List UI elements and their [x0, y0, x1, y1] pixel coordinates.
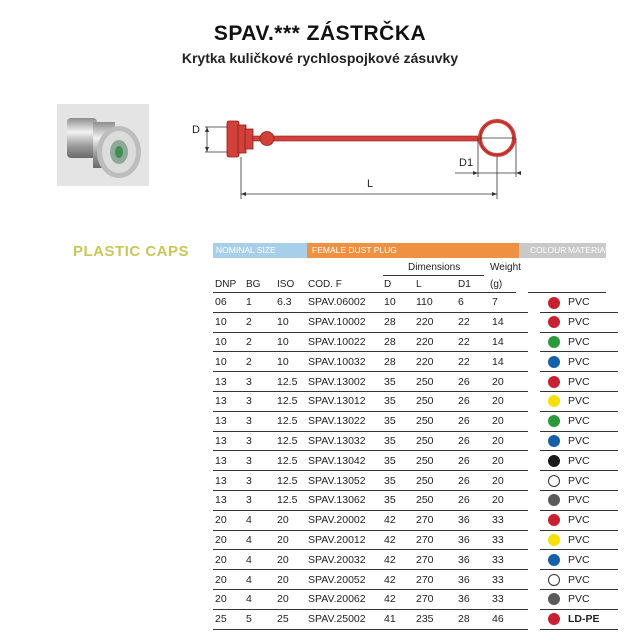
cell-d1: 26	[458, 490, 492, 510]
cell-colour	[540, 391, 568, 411]
material-label: MATERIAL	[568, 245, 610, 255]
cell-w: 20	[492, 411, 528, 431]
cell-cod: SPAV.13022	[308, 411, 384, 431]
cell-cod: SPAV.06002	[308, 293, 384, 312]
table-row	[213, 431, 618, 451]
cell-cod: SPAV.25002	[308, 609, 384, 629]
cell-material: PVC	[568, 431, 618, 451]
cell-gap	[528, 570, 540, 590]
cell-bg: 4	[246, 570, 277, 590]
cell-d: 28	[384, 312, 416, 332]
cell-cod: SPAV.13052	[308, 471, 384, 491]
cell-bg: 3	[246, 372, 277, 392]
cell-material: PVC	[568, 312, 618, 332]
cell-cod: SPAV.13042	[308, 451, 384, 471]
cell-bg: 3	[246, 411, 277, 431]
cell-d1: 28	[458, 609, 492, 629]
cell-d: 35	[384, 471, 416, 491]
table-row	[213, 550, 618, 570]
col-cod: COD. F	[308, 279, 342, 290]
col-weight-unit: (g)	[490, 279, 503, 290]
cell-w: 33	[492, 530, 528, 550]
cell-d1: 22	[458, 332, 492, 352]
cell-colour	[540, 411, 568, 431]
cell-material: PVC	[568, 411, 618, 431]
cell-w: 33	[492, 570, 528, 590]
cell-iso: 12.5	[277, 451, 308, 471]
cell-cod: SPAV.20032	[308, 550, 384, 570]
cell-material: PVC	[568, 451, 618, 471]
cell-cod: SPAV.10002	[308, 312, 384, 332]
table-row	[213, 471, 618, 491]
cell-bg: 1	[246, 293, 277, 312]
cell-iso: 20	[277, 570, 308, 590]
table-row	[213, 570, 618, 590]
cell-d: 35	[384, 372, 416, 392]
table-row	[213, 293, 618, 312]
cell-w: 14	[492, 352, 528, 372]
cell-material: PVC	[568, 293, 618, 312]
cell-iso: 20	[277, 510, 308, 530]
colour-swatch	[548, 336, 560, 348]
cell-d1: 36	[458, 550, 492, 570]
cell-d: 35	[384, 451, 416, 471]
cell-d: 42	[384, 510, 416, 530]
cell-d: 41	[384, 609, 416, 629]
dim-d-label: D	[192, 124, 200, 136]
cell-d: 35	[384, 490, 416, 510]
dimensions-group-header: Dimensions	[408, 262, 461, 273]
cell-d: 42	[384, 530, 416, 550]
cell-dnp: 10	[213, 312, 246, 332]
cell-d1: 26	[458, 391, 492, 411]
cell-cod: SPAV.13032	[308, 431, 384, 451]
cell-dnp: 20	[213, 589, 246, 609]
table-row	[213, 609, 618, 629]
cell-w: 33	[492, 510, 528, 530]
cell-gap	[528, 510, 540, 530]
cell-iso: 12.5	[277, 372, 308, 392]
table-row	[213, 332, 618, 352]
cell-dnp: 20	[213, 570, 246, 590]
colour-swatch	[548, 613, 560, 625]
cell-colour	[540, 510, 568, 530]
cell-w: 14	[492, 332, 528, 352]
cell-d: 42	[384, 589, 416, 609]
cell-colour	[540, 332, 568, 352]
cell-d1: 26	[458, 372, 492, 392]
cell-bg: 2	[246, 332, 277, 352]
cell-gap	[528, 451, 540, 471]
cell-d: 42	[384, 550, 416, 570]
cell-iso: 20	[277, 589, 308, 609]
cell-l: 270	[416, 530, 458, 550]
cell-cod: SPAV.10032	[308, 352, 384, 372]
col-dnp: DNP	[215, 279, 237, 290]
cell-d: 28	[384, 352, 416, 372]
cell-d: 35	[384, 431, 416, 451]
col-bg: BG	[246, 279, 261, 290]
cell-dnp: 13	[213, 391, 246, 411]
cell-material: PVC	[568, 391, 618, 411]
female-dust-plug-label: FEMALE DUST PLUG	[312, 245, 397, 255]
cell-gap	[528, 391, 540, 411]
cell-l: 250	[416, 471, 458, 491]
col-iso: ISO	[277, 279, 295, 290]
colour-swatch	[548, 415, 560, 427]
colour-swatch	[548, 475, 560, 487]
cell-cod: SPAV.20052	[308, 570, 384, 590]
cell-dnp: 10	[213, 332, 246, 352]
colour-swatch	[548, 534, 560, 546]
cell-w: 20	[492, 372, 528, 392]
cell-bg: 4	[246, 589, 277, 609]
cell-colour	[540, 471, 568, 491]
cell-w: 46	[492, 609, 528, 629]
cell-colour	[540, 530, 568, 550]
cell-d1: 36	[458, 589, 492, 609]
cell-dnp: 10	[213, 352, 246, 372]
page-subtitle: Krytka kuličkové rychlospojkové zásuvky	[181, 50, 459, 66]
col-l: L	[416, 279, 422, 290]
cell-l: 110	[416, 293, 458, 312]
table-row	[213, 530, 618, 550]
dimensions-underline	[383, 275, 484, 276]
cell-d: 35	[384, 411, 416, 431]
cell-gap	[528, 332, 540, 352]
nominal-size-label: NOMINAL SIZE	[216, 245, 276, 255]
cell-l: 270	[416, 589, 458, 609]
cell-material: PVC	[568, 530, 618, 550]
cell-gap	[528, 372, 540, 392]
cell-l: 235	[416, 609, 458, 629]
cell-colour	[540, 451, 568, 471]
cell-w: 14	[492, 312, 528, 332]
cell-d: 35	[384, 391, 416, 411]
colour-swatch	[548, 297, 560, 309]
cell-material: PVC	[568, 550, 618, 570]
cell-w: 20	[492, 391, 528, 411]
cell-l: 250	[416, 451, 458, 471]
weight-group-header: Weight	[490, 262, 521, 273]
table-row	[213, 510, 618, 530]
table-row	[213, 312, 618, 332]
cell-cod: SPAV.20012	[308, 530, 384, 550]
table-row	[213, 372, 618, 392]
cell-material: PVC	[568, 510, 618, 530]
cell-d: 10	[384, 293, 416, 312]
page-title: SPAV.*** ZÁSTRČKA	[213, 22, 427, 45]
cell-l: 220	[416, 332, 458, 352]
table-row	[213, 589, 618, 609]
coupling-photo	[57, 104, 149, 186]
cell-gap	[528, 411, 540, 431]
cell-iso: 12.5	[277, 431, 308, 451]
cell-dnp: 13	[213, 411, 246, 431]
cell-dnp: 06	[213, 293, 246, 312]
cell-gap	[528, 550, 540, 570]
colour-swatch	[548, 455, 560, 467]
cell-material: PVC	[568, 471, 618, 491]
colour-swatch	[548, 494, 560, 506]
cell-bg: 4	[246, 530, 277, 550]
cell-w: 20	[492, 490, 528, 510]
colour-swatch	[548, 593, 560, 605]
cell-d1: 26	[458, 471, 492, 491]
cell-iso: 12.5	[277, 471, 308, 491]
cell-material: PVC	[568, 589, 618, 609]
table-row	[213, 391, 618, 411]
cell-l: 270	[416, 550, 458, 570]
colour-swatch	[548, 395, 560, 407]
cell-colour	[540, 490, 568, 510]
colour-swatch	[548, 356, 560, 368]
cell-bg: 3	[246, 431, 277, 451]
cell-dnp: 13	[213, 471, 246, 491]
cell-d1: 22	[458, 352, 492, 372]
colour-swatch	[548, 574, 560, 586]
table-row	[213, 490, 618, 510]
cell-cod: SPAV.13012	[308, 391, 384, 411]
cell-d: 28	[384, 332, 416, 352]
cell-l: 220	[416, 312, 458, 332]
cell-iso: 12.5	[277, 411, 308, 431]
cell-w: 33	[492, 589, 528, 609]
cell-iso: 12.5	[277, 391, 308, 411]
cell-dnp: 13	[213, 431, 246, 451]
cell-bg: 3	[246, 471, 277, 491]
cell-gap	[528, 312, 540, 332]
cell-iso: 20	[277, 550, 308, 570]
cell-l: 250	[416, 372, 458, 392]
cell-material: PVC	[568, 490, 618, 510]
cell-colour	[540, 293, 568, 312]
cell-bg: 3	[246, 451, 277, 471]
cell-d1: 36	[458, 530, 492, 550]
cell-dnp: 13	[213, 490, 246, 510]
cell-l: 250	[416, 431, 458, 451]
cell-d1: 26	[458, 431, 492, 451]
cell-colour	[540, 550, 568, 570]
cell-l: 220	[416, 352, 458, 372]
cell-dnp: 13	[213, 451, 246, 471]
cell-material: PVC	[568, 570, 618, 590]
cell-gap	[528, 490, 540, 510]
cell-colour	[540, 352, 568, 372]
cell-bg: 2	[246, 312, 277, 332]
cell-cod: SPAV.13002	[308, 372, 384, 392]
cell-iso: 10	[277, 352, 308, 372]
cell-bg: 3	[246, 391, 277, 411]
table-row	[213, 411, 618, 431]
cell-gap	[528, 431, 540, 451]
colour-swatch	[548, 376, 560, 388]
cell-dnp: 20	[213, 510, 246, 530]
colour-swatch	[548, 316, 560, 328]
cell-material: PVC	[568, 372, 618, 392]
col-d1: D1	[458, 279, 471, 290]
cell-iso: 6.3	[277, 293, 308, 312]
cell-bg: 5	[246, 609, 277, 629]
cell-gap	[528, 471, 540, 491]
cell-w: 20	[492, 451, 528, 471]
cell-colour	[540, 609, 568, 629]
table-row	[213, 352, 618, 372]
cell-bg: 2	[246, 352, 277, 372]
cell-l: 250	[416, 490, 458, 510]
cell-colour	[540, 372, 568, 392]
dim-l-label: L	[367, 178, 374, 190]
cell-gap	[528, 589, 540, 609]
section-label: PLASTIC CAPS	[73, 243, 190, 260]
cell-dnp: 20	[213, 550, 246, 570]
cap-drawing	[185, 105, 530, 205]
cell-colour	[540, 570, 568, 590]
colour-swatch	[548, 514, 560, 526]
cell-d: 42	[384, 570, 416, 590]
cell-material: PVC	[568, 352, 618, 372]
cell-w: 7	[492, 293, 528, 312]
cell-bg: 4	[246, 510, 277, 530]
cell-bg: 4	[246, 550, 277, 570]
cell-cod: SPAV.20062	[308, 589, 384, 609]
cell-gap	[528, 530, 540, 550]
cell-d1: 6	[458, 293, 492, 312]
cell-l: 270	[416, 510, 458, 530]
col-d: D	[384, 279, 392, 290]
caps-table	[213, 293, 618, 630]
cell-l: 250	[416, 391, 458, 411]
dim-d1-label: D1	[459, 157, 474, 169]
cell-d1: 26	[458, 451, 492, 471]
cell-iso: 25	[277, 609, 308, 629]
cell-d1: 36	[458, 510, 492, 530]
cell-w: 20	[492, 471, 528, 491]
cell-dnp: 25	[213, 609, 246, 629]
cell-colour	[540, 431, 568, 451]
colour-label: COLOUR	[530, 245, 567, 255]
cell-iso: 10	[277, 332, 308, 352]
cell-w: 33	[492, 550, 528, 570]
cell-l: 250	[416, 411, 458, 431]
cell-gap	[528, 609, 540, 629]
cell-cod: SPAV.10022	[308, 332, 384, 352]
cell-bg: 3	[246, 490, 277, 510]
colour-swatch	[548, 554, 560, 566]
cell-l: 270	[416, 570, 458, 590]
cell-material: PVC	[568, 332, 618, 352]
cell-material: LD-PE	[568, 609, 618, 629]
table-row	[213, 451, 618, 471]
cell-iso: 12.5	[277, 490, 308, 510]
cell-cod: SPAV.20002	[308, 510, 384, 530]
cell-d1: 36	[458, 570, 492, 590]
cell-colour	[540, 312, 568, 332]
colour-swatch	[548, 435, 560, 447]
cell-dnp: 13	[213, 372, 246, 392]
cell-colour	[540, 589, 568, 609]
cell-dnp: 20	[213, 530, 246, 550]
cell-gap	[528, 352, 540, 372]
cell-cod: SPAV.13062	[308, 490, 384, 510]
cell-gap	[528, 293, 540, 312]
cell-d1: 22	[458, 312, 492, 332]
cell-iso: 10	[277, 312, 308, 332]
cell-w: 20	[492, 431, 528, 451]
cell-iso: 20	[277, 530, 308, 550]
cell-d1: 26	[458, 411, 492, 431]
